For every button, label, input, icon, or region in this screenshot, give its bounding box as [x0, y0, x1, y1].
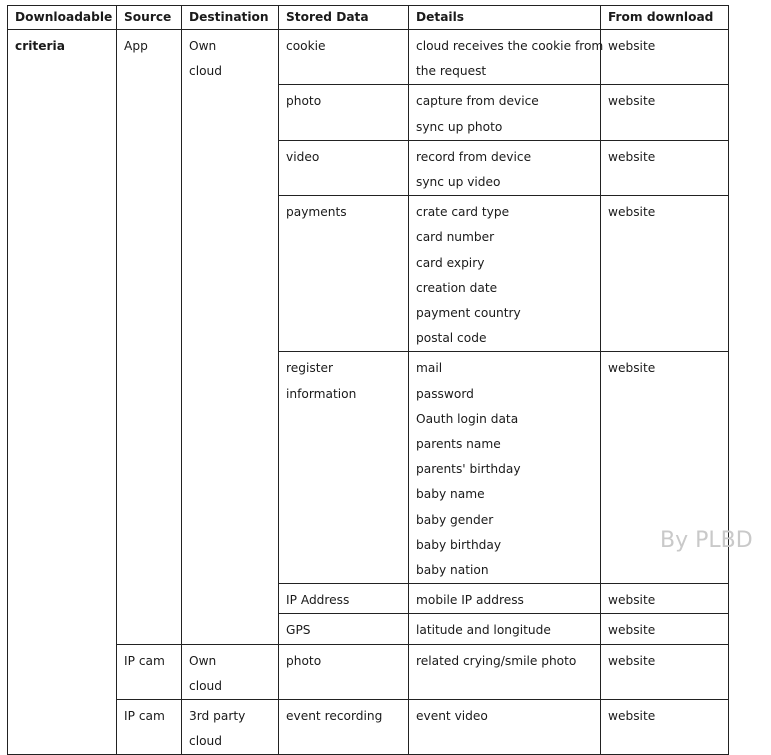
destination-line: cloud	[189, 678, 223, 693]
criteria-cell: criteria	[8, 30, 117, 755]
stored-data-cell: IP Address	[279, 584, 409, 614]
stored-data-cell: register information	[279, 352, 409, 584]
details-line: baby name	[416, 487, 485, 502]
stored-data-cell: cookie	[279, 30, 409, 85]
source-cell: IP cam	[117, 644, 182, 699]
header-destination: Destination	[182, 6, 279, 30]
from-download-cell: website	[601, 85, 729, 140]
watermark: By PLBD	[660, 528, 753, 553]
table-row	[8, 644, 729, 699]
details-line: the request	[416, 64, 487, 79]
stored-data-cell: GPS	[279, 614, 409, 644]
details-line: mail	[416, 361, 443, 376]
details-cell	[409, 30, 604, 85]
from-download-cell: website	[601, 584, 729, 614]
details-line: payment country	[416, 306, 521, 321]
table-row	[8, 30, 729, 85]
details-line: password	[416, 386, 474, 401]
details-cell	[409, 352, 601, 584]
destination-line: Own	[189, 653, 217, 668]
from-download-cell: website	[601, 352, 729, 584]
source-cell: IP cam	[117, 700, 182, 755]
details-line: crate card type	[416, 205, 510, 220]
details-line: parents' birthday	[416, 462, 521, 477]
details-cell	[409, 140, 601, 195]
details-cell	[409, 700, 601, 755]
details-line: baby birthday	[416, 537, 502, 552]
destination-cell: 3rd party cloud	[182, 700, 279, 755]
data-table	[7, 5, 729, 755]
stored-data-cell: event recording	[279, 700, 409, 755]
header-source: Source	[117, 6, 182, 30]
stored-data-cell: photo	[279, 644, 409, 699]
details-line: related crying/smile photo	[416, 653, 577, 668]
from-download-cell: website	[601, 644, 729, 699]
from-download-cell: website	[601, 30, 729, 85]
details-line: baby nation	[416, 563, 489, 578]
from-download-cell: website	[601, 140, 729, 195]
from-download-cell: website	[601, 700, 729, 755]
destination-cell	[182, 30, 279, 645]
details-cell	[409, 614, 601, 644]
header-downloadable: Downloadable	[8, 6, 117, 30]
details-line: event video	[416, 709, 488, 724]
details-line: cloud receives the cookie from	[416, 39, 604, 53]
details-cell	[409, 196, 601, 352]
details-line: latitude and longitude	[416, 623, 551, 638]
details-cell	[409, 85, 601, 140]
stored-data-cell: payments	[279, 196, 409, 352]
table-row	[8, 700, 729, 755]
details-line: postal code	[416, 331, 487, 346]
destination-cell	[182, 644, 279, 699]
destination-line: cloud	[189, 64, 223, 79]
header-stored-data: Stored Data	[279, 6, 409, 30]
stored-data-cell: video	[279, 140, 409, 195]
details-line: Oauth login data	[416, 411, 519, 426]
details-line: parents name	[416, 437, 501, 452]
from-download-cell: website	[601, 614, 729, 644]
details-line: mobile IP address	[416, 593, 524, 608]
details-line: record from device	[416, 149, 532, 164]
details-line: baby gender	[416, 512, 494, 527]
details-line: creation date	[416, 280, 498, 295]
stored-data-cell: photo	[279, 85, 409, 140]
details-line: sync up video	[416, 175, 501, 190]
details-line: sync up photo	[416, 119, 503, 134]
header-details: Details	[409, 6, 601, 30]
details-line: card expiry	[416, 255, 485, 270]
destination-line: Own	[189, 39, 217, 53]
from-download-cell: website	[601, 196, 729, 352]
details-line: capture from device	[416, 94, 539, 109]
details-cell	[409, 584, 601, 614]
header-from-download: From download	[601, 6, 729, 30]
source-cell: App	[117, 30, 182, 645]
details-cell	[409, 644, 601, 699]
header-row	[8, 6, 729, 30]
details-line: card number	[416, 230, 495, 245]
